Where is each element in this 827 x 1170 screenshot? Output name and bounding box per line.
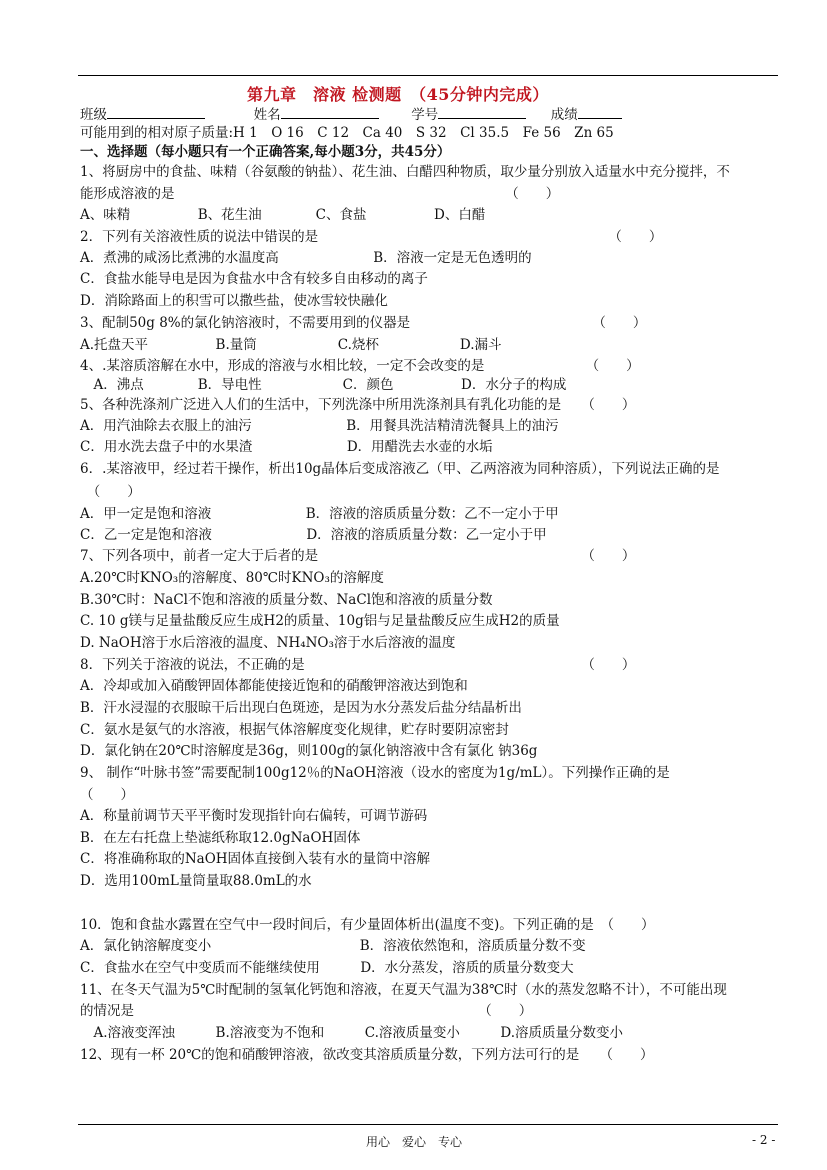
option-line: A、味精 B、花生油 C、食盐 D、白醋: [80, 207, 486, 223]
option-line: A．氯化钠溶解度变小 B．溶液依然饱和，溶质质量分数不变: [80, 938, 586, 954]
option-line: B.30℃时：NaCl不饱和溶液的质量分数、NaCl饱和溶液的质量分数: [80, 592, 493, 608]
option-line: D．消除路面上的积雪可以撒些盐，使冰雪较快融化: [80, 293, 388, 309]
id-label: 学号: [411, 107, 439, 123]
option-line: D．氯化钠在20℃时溶解度是36g，则100g的氯化钠溶液中含有氯化 钠36g: [80, 743, 538, 759]
question-line: 12、现有一杯 20℃的饱和硝酸钾溶液，欲改变其溶质质量分数，下列方法可行的是 （ ）: [80, 1047, 654, 1063]
id-blank[interactable]: [438, 104, 526, 119]
score-label: 成绩: [550, 107, 578, 123]
name-blank[interactable]: [281, 104, 379, 119]
page-title: 第九章 溶液 检测题 （45分钟内完成）: [247, 85, 549, 104]
option-line: D. NaOH溶于水后溶液的温度、NH₄NO₃溶于水后溶液的温度: [80, 635, 456, 651]
question-line: 能形成溶液的是 （ ）: [80, 186, 560, 202]
question-line: 6．.某溶液甲，经过若干操作，析出10g晶体后变成溶液乙（甲、乙两溶液为同种溶质），下列说法正确的是: [80, 461, 720, 477]
option-line: B．在左右托盘上垫滤纸称取12.0gNaOH固体: [80, 830, 361, 846]
student-info-line: [80, 104, 622, 124]
option-line: A．甲一定是饱和溶液 B．溶液的溶质质量分数：乙不一定小于甲: [80, 506, 559, 522]
option-line: A．沸点 B．导电性 C．颜色 D．水分子的构成: [80, 377, 567, 393]
option-line: C．氨水是氨气的水溶液，根据气体溶解度变化规律，贮存时要阴凉密封: [80, 722, 509, 738]
option-line: C．食盐水能导电是因为食盐水中含有较多自由移动的离子: [80, 271, 428, 287]
footer-rule: [78, 1124, 778, 1125]
option-line: C．将准确称取的NaOH固体直接倒入装有水的量筒中溶解: [80, 851, 431, 867]
option-line: A．称量前调节天平平衡时发现指针向右偏转，可调节游码: [80, 808, 428, 824]
option-line: A．用汽油除去衣服上的油污 B．用餐具洗洁精清洗餐具上的油污: [80, 418, 559, 434]
question-line: 9、 制作“叶脉书签”需要配制100g12％的NaOH溶液（设水的密度为1g/mL）。下列操作正确的是: [80, 765, 670, 781]
question-line: 2．下列有关溶液性质的说法中错误的是 （ ）: [80, 229, 663, 245]
option-line: A．煮沸的咸汤比煮沸的水温度高 B．溶液一定是无色透明的: [80, 250, 532, 266]
section-heading: 一、选择题（每小题只有一个正确答案,每小题3分，共45分）: [80, 144, 451, 160]
question-line: 3、配制50g 8%的氯化钠溶液时，不需要用到的仪器是 （ ）: [80, 315, 647, 331]
option-line: C．乙一定是饱和溶液 D．溶液的溶质质量分数：乙一定小于甲: [80, 527, 547, 543]
option-line: A.托盘天平 B.量筒 C.烧杯 D.漏斗: [80, 337, 502, 353]
question-line: 8．下列关于溶液的说法，不正确的是 （ ）: [80, 657, 636, 673]
question-line: 5、各种洗涤剂广泛进入人们的生活中，下列洗涤中所用洗涤剂具有乳化功能的是 （ ）: [80, 397, 636, 413]
option-line: A.20℃时KNO₃的溶解度、80℃时KNO₃的溶解度: [80, 570, 384, 586]
option-line: A．冷却或加入硝酸钾固体都能使接近饱和的硝酸钾溶液达到饱和: [80, 678, 468, 694]
page-number: - 2 -: [752, 1133, 776, 1147]
question-line: 10．饱和食盐水露置在空气中一段时间后，有少量固体析出(温度不变)。下列正确的是 （ ）: [80, 917, 655, 933]
option-line: C．用水洗去盘子中的水果渣 D．用醋洗去水壶的水垢: [80, 439, 493, 455]
class-blank[interactable]: [107, 104, 205, 119]
option-line: C．食盐水在空气中变质而不能继续使用 D．水分蒸发，溶质的质量分数变大: [80, 960, 574, 976]
option-line: D．选用100mL量筒量取88.0mL的水: [80, 873, 312, 889]
question-line: 的情况是 （ ）: [80, 1003, 533, 1019]
footer-motto: 用心 爱心 专心: [366, 1135, 463, 1149]
score-blank[interactable]: [578, 104, 622, 119]
option-line: C. 10 g镁与足量盐酸反应生成H2的质量、10g铝与足量盐酸反应生成H2的质量: [80, 613, 560, 629]
question-line: （ ）: [80, 787, 134, 803]
question-line: 1、将厨房中的食盐、味精（谷氨酸的钠盐）、花生油、白醋四种物质，取少量分别放入适量水中充分搅拌，不: [80, 164, 730, 180]
class-label: 班级: [80, 107, 107, 123]
name-label: 姓名: [253, 107, 281, 123]
atomic-masses: 可能用到的相对原子质量:H 1 O 16 C 12 Ca 40 S 32 Cl 35.5 Fe 56 Zn 65: [80, 125, 614, 141]
header-rule: [78, 75, 778, 76]
question-line: 7、下列各项中，前者一定大于后者的是 （ ）: [80, 548, 636, 564]
option-line: B．汗水浸湿的衣服晾干后出现白色斑迹，是因为水分蒸发后盐分结晶析出: [80, 700, 522, 716]
question-line: 4、.某溶质溶解在水中，形成的溶液与水相比较，一定不会改变的是 （ ）: [80, 358, 640, 374]
option-line: A.溶液变浑浊 B.溶液变为不饱和 C.溶液质量变小 D.溶质质量分数变小: [80, 1025, 624, 1041]
question-line: 11、在冬天气温为5℃时配制的氢氧化钙饱和溶液，在夏天气温为38℃时（水的蒸发忽略不计），不可能出现: [80, 982, 727, 998]
question-line: （ ）: [80, 484, 141, 500]
